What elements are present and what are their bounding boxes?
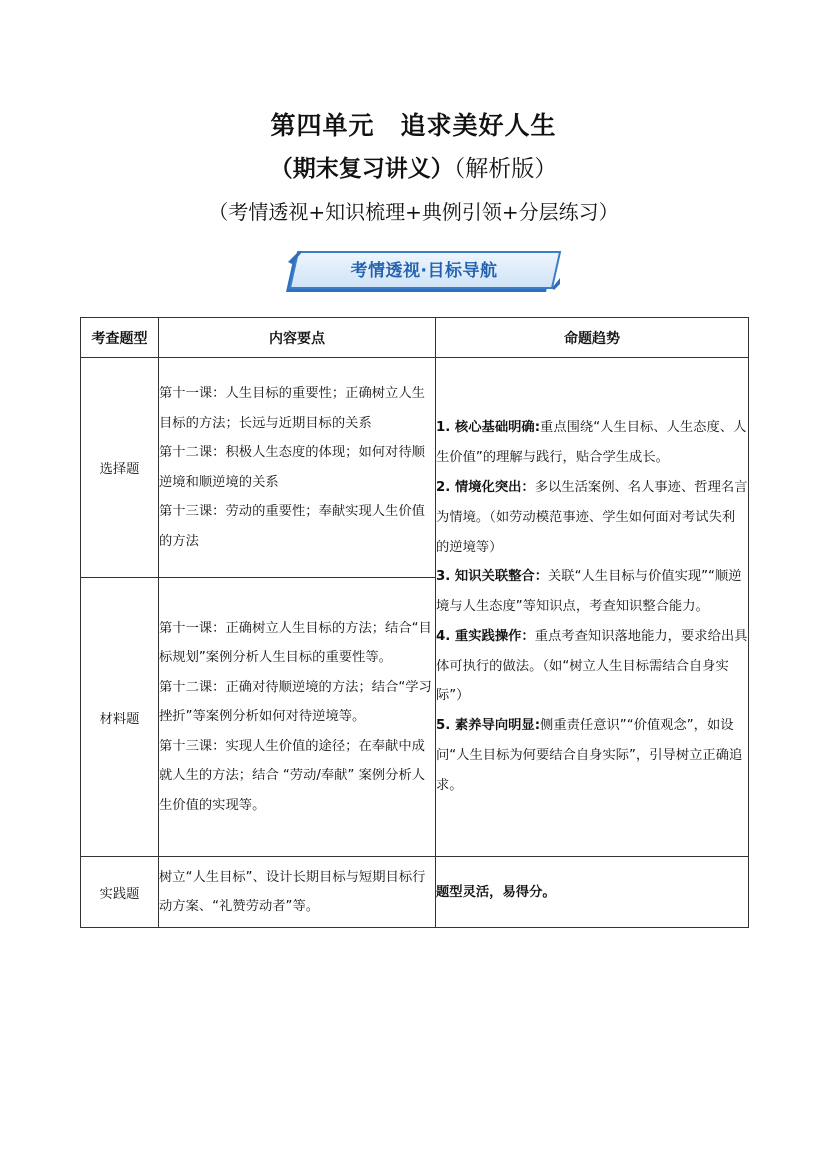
subtitle-bold: （期末复习讲义） — [269, 155, 454, 182]
trend-item — [436, 413, 748, 473]
trend-item — [436, 562, 748, 622]
trend-key: 5. 素养导向明显: — [436, 718, 541, 734]
row-type-practice: 实践题 — [81, 857, 159, 928]
row-content-practice — [159, 857, 436, 928]
page-tagline: （考情透视+知识梳理+典例引领+分层练习） — [208, 200, 619, 224]
title-main: 第四单元 — [270, 111, 375, 140]
section-banner — [284, 248, 564, 296]
header-type: 考查题型 — [81, 318, 159, 358]
row-content-choice — [159, 358, 436, 578]
trend-key: 4. 重实践操作： — [436, 628, 535, 644]
trend-item — [436, 473, 748, 562]
content-line: 第十一课：人生目标的重要性；正确树立人生目标的方法；长远与近期目标的关系 — [159, 386, 425, 431]
trend-text: 关联“人生目标与价值实现”“顺逆境与人生态度”等知识点，考查知识整合能力。 — [436, 569, 742, 615]
trend-text: 重点围绕“人生目标、人生态度、人生价值”的理解与践行，贴合学生成长。 — [436, 420, 747, 466]
trend-text: 多以生活案例、名人事迹、哲理名言为情境。（如劳动模范事迹、学生如何面对考试失利的逆境等） — [436, 479, 748, 555]
title-sub: 追求美好人生 — [400, 111, 557, 140]
content-line: 树立“人生目标”、设计长期目标与短期目标行动方案、“礼赞劳动者”等。 — [159, 870, 426, 914]
trend-text: 重点考查知识落地能力，要求给出具体可执行的做法。（如“树立人生目标需结合自身实际”） — [436, 628, 748, 704]
header-content: 内容要点 — [159, 318, 436, 358]
header-trend: 命题趋势 — [436, 318, 749, 358]
banner-label: 考情透视·目标导航 — [350, 261, 498, 281]
practice-trend: 题型灵活，易得分。 — [436, 857, 749, 928]
row-type-material: 材料题 — [81, 578, 159, 857]
content-line: 第十三课：实现人生价值的途径；在奉献中成就人生的方法；结合 “劳动/奉献” 案例分析人生价值的实现等。 — [159, 738, 426, 813]
table-header-row — [81, 318, 749, 358]
trend-cell — [436, 358, 749, 857]
trend-key: 3. 知识关联整合： — [436, 569, 549, 585]
page-subtitle — [0, 150, 827, 183]
trend-text: 侧重责任意识”“价值观念”，如设问“人生目标为何要结合自身实际”，引导树立正确追求。 — [436, 718, 743, 793]
content-line: 第十二课：积极人生态度的体现；如何对待顺逆境和顺逆境的关系 — [159, 445, 425, 490]
trend-item — [436, 711, 748, 800]
subtitle-plain: （解析版） — [453, 156, 558, 182]
content-line: 第十一课：正确树立人生目标的方法；结合“目标规划”案例分析人生目标的重要性等。 — [159, 620, 432, 666]
trend-key: 2. 情境化突出： — [436, 479, 535, 495]
trend-item — [436, 622, 748, 711]
content-line: 第十三课：劳动的重要性；奉献实现人生价值的方法 — [159, 504, 425, 549]
row-content-material — [159, 578, 436, 857]
trend-key: 1. 核心基础明确: — [436, 420, 541, 436]
page-title — [0, 106, 827, 142]
content-line: 第十二课：正确对待顺逆境的方法；结合“学习挫折”等案例分析如何对待逆境等。 — [159, 679, 432, 725]
table-row — [81, 857, 749, 928]
row-type-choice: 选择题 — [81, 358, 159, 578]
table-row — [81, 358, 749, 578]
exam-analysis-table — [80, 317, 749, 928]
